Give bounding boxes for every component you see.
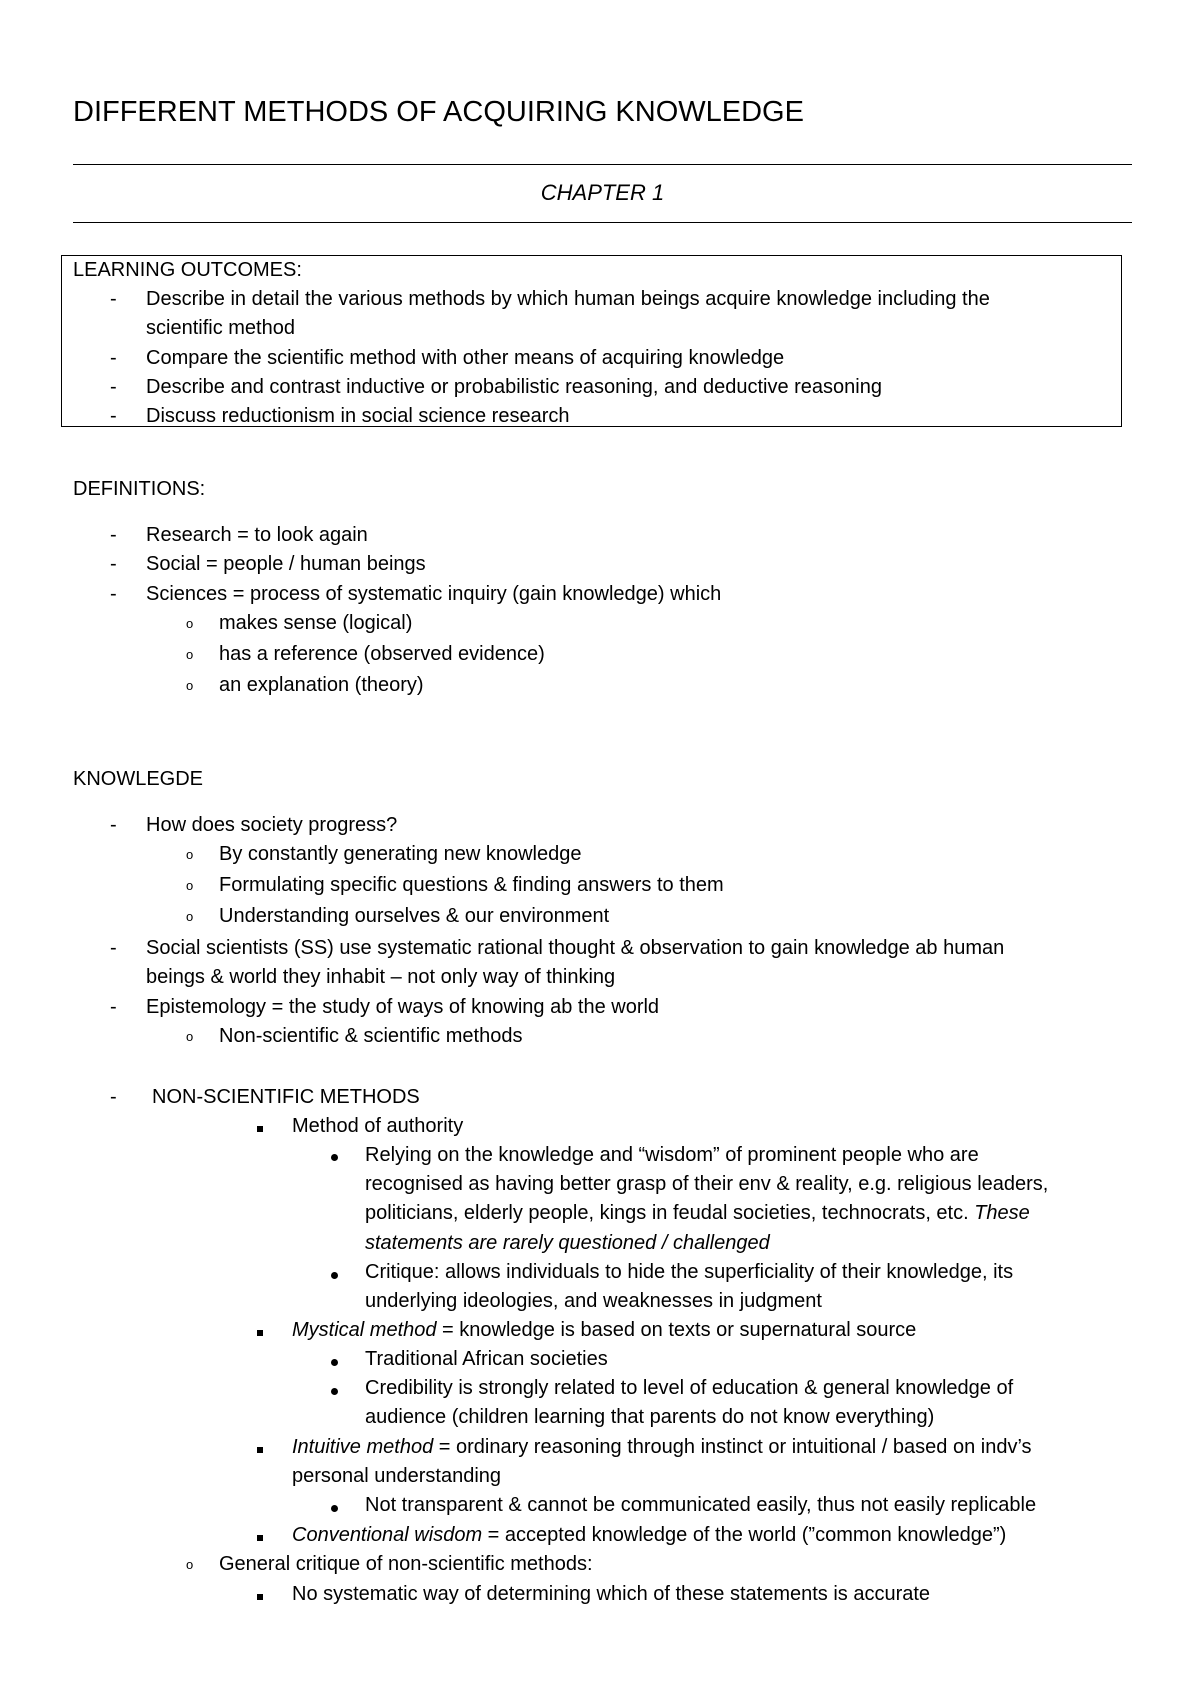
circle-bullet: o bbox=[186, 1557, 194, 1572]
method-detail: Traditional African societies bbox=[365, 1348, 608, 1370]
method-detail: Credibility is strongly related to level of education & general knowledge of bbox=[365, 1377, 1014, 1399]
general-critique-item: No systematic way of determining which of these statements is accurate bbox=[292, 1583, 931, 1605]
method-name: Intuitive method bbox=[292, 1436, 434, 1458]
outcome-item: Describe in detail the various methods by which human beings acquire knowledge including the bbox=[146, 288, 990, 310]
dot-bullet bbox=[331, 1154, 338, 1161]
method-name: Mystical method bbox=[292, 1319, 437, 1341]
definitions-heading: DEFINITIONS: bbox=[73, 478, 206, 500]
dash-bullet: - bbox=[110, 524, 117, 546]
dash-bullet: - bbox=[110, 937, 117, 959]
method-detail-cont bbox=[365, 1231, 770, 1255]
dash-bullet: - bbox=[110, 814, 117, 836]
dash-bullet: - bbox=[110, 1086, 117, 1108]
dash-bullet: - bbox=[110, 583, 117, 605]
method-detail-emphasis: These bbox=[974, 1202, 1030, 1224]
outcome-item-cont: scientific method bbox=[146, 317, 295, 339]
method-detail-cont: underlying ideologies, and weaknesses in judgment bbox=[365, 1290, 822, 1312]
method-item bbox=[292, 1318, 916, 1342]
method-detail-cont: recognised as having better grasp of their env & reality, e.g. religious leaders, bbox=[365, 1173, 1049, 1195]
definition-item: Social = people / human beings bbox=[146, 553, 426, 575]
method-item bbox=[292, 1435, 1032, 1459]
circle-bullet: o bbox=[186, 1029, 194, 1044]
method-description: = accepted knowledge of the world (”common knowledge”) bbox=[482, 1524, 1007, 1546]
method-detail-text: politicians, elderly people, kings in feudal societies, technocrats, etc. bbox=[365, 1202, 975, 1224]
outcome-item: Discuss reductionism in social science research bbox=[146, 405, 570, 427]
method-detail: Relying on the knowledge and “wisdom” of prominent people who are bbox=[365, 1144, 979, 1166]
knowledge-item: Epistemology = the study of ways of knowing ab the world bbox=[146, 996, 660, 1018]
dot-bullet bbox=[331, 1505, 338, 1512]
dot-bullet bbox=[331, 1272, 338, 1279]
method-name: Conventional wisdom bbox=[292, 1524, 483, 1546]
knowledge-item: How does society progress? bbox=[146, 814, 398, 836]
outcome-item: Compare the scientific method with other means of acquiring knowledge bbox=[146, 347, 785, 369]
chapter-heading: CHAPTER 1 bbox=[540, 180, 665, 205]
definition-item: Research = to look again bbox=[146, 524, 368, 546]
knowledge-item: Social scientists (SS) use systematic rational thought & observation to gain knowledge ab human bbox=[146, 937, 1005, 959]
knowledge-sub-item: Non-scientific & scientific methods bbox=[219, 1025, 523, 1047]
knowledge-heading: KNOWLEGDE bbox=[73, 768, 204, 790]
method-item-cont: personal understanding bbox=[292, 1465, 502, 1487]
learning-outcomes-heading: LEARNING OUTCOMES: bbox=[73, 259, 302, 281]
general-critique: General critique of non-scientific methods: bbox=[219, 1553, 593, 1575]
square-bullet bbox=[257, 1126, 263, 1132]
circle-bullet: o bbox=[186, 678, 194, 693]
dash-bullet: - bbox=[110, 553, 117, 575]
dot-bullet bbox=[331, 1388, 338, 1395]
knowledge-sub-item: Formulating specific questions & finding answers to them bbox=[219, 874, 724, 896]
method-detail-cont bbox=[365, 1201, 1030, 1225]
knowledge-sub-item: By constantly generating new knowledge bbox=[219, 843, 582, 865]
circle-bullet: o bbox=[186, 878, 194, 893]
chapter-rule bbox=[73, 222, 1132, 223]
circle-bullet: o bbox=[186, 847, 194, 862]
definition-sub-item: an explanation (theory) bbox=[219, 674, 424, 696]
document-title: DIFFERENT METHODS OF ACQUIRING KNOWLEDGE bbox=[73, 96, 804, 128]
definition-sub-item: makes sense (logical) bbox=[219, 612, 413, 634]
definition-item: Sciences = process of systematic inquiry (gain knowledge) which bbox=[146, 583, 722, 605]
method-detail-cont: audience (children learning that parents do not know everything) bbox=[365, 1406, 935, 1428]
square-bullet bbox=[257, 1594, 263, 1600]
square-bullet bbox=[257, 1535, 263, 1541]
method-detail: Not transparent & cannot be communicated easily, thus not easily replicable bbox=[365, 1494, 1037, 1516]
dot-bullet bbox=[331, 1359, 338, 1366]
square-bullet bbox=[257, 1447, 263, 1453]
method-description: = knowledge is based on texts or supernatural source bbox=[436, 1319, 917, 1341]
method-item: Method of authority bbox=[292, 1115, 464, 1137]
circle-bullet: o bbox=[186, 616, 194, 631]
dash-bullet: - bbox=[110, 996, 117, 1018]
dash-bullet: - bbox=[110, 405, 117, 427]
definition-sub-item: has a reference (observed evidence) bbox=[219, 643, 545, 665]
method-detail-emphasis: statements are rarely questioned / challenged bbox=[365, 1232, 770, 1254]
knowledge-item-cont: beings & world they inhabit – not only way of thinking bbox=[146, 966, 616, 988]
non-scientific-heading: NON-SCIENTIFIC METHODS bbox=[152, 1086, 420, 1108]
circle-bullet: o bbox=[186, 647, 194, 662]
dash-bullet: - bbox=[110, 376, 117, 398]
square-bullet bbox=[257, 1330, 263, 1336]
dash-bullet: - bbox=[110, 347, 117, 369]
method-description: = ordinary reasoning through instinct or intuitional / based on indv’s bbox=[433, 1436, 1032, 1458]
circle-bullet: o bbox=[186, 909, 194, 924]
title-rule bbox=[73, 164, 1132, 165]
method-detail: Critique: allows individuals to hide the superficiality of their knowledge, its bbox=[365, 1261, 1014, 1283]
dash-bullet: - bbox=[110, 288, 117, 310]
knowledge-sub-item: Understanding ourselves & our environment bbox=[219, 905, 610, 927]
method-item bbox=[292, 1523, 1006, 1547]
outcome-item: Describe and contrast inductive or probabilistic reasoning, and deductive reasoning bbox=[146, 376, 882, 398]
